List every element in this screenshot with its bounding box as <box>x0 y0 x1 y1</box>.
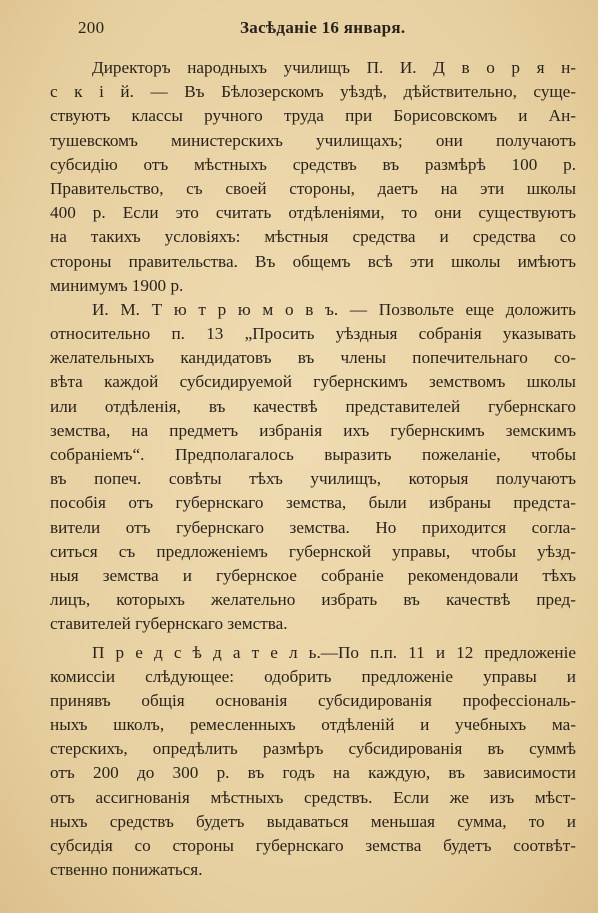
text-line: лицъ, которыхъ желательно избрать въ качествѣ пред- <box>50 590 576 610</box>
text-line: или отдѣленія, въ качествѣ представителей губернскаго <box>50 396 576 416</box>
text-line: ставителей губернскаго земства. <box>50 614 288 634</box>
text-line: 400 р. Если это считать отдѣленіями, то они существуютъ <box>50 203 576 223</box>
text-line: принявъ общія основанія субсидированія профессіональ- <box>50 690 576 710</box>
text-line: ситься съ предложеніемъ губернской управы, чтобы уѣзд- <box>50 541 576 561</box>
text-line: земства, на предметъ избранія ихъ губернскимъ земскимъ <box>50 420 576 440</box>
text-line: вѣта каждой субсидируемой губернскимъ земствомъ школы <box>50 372 576 392</box>
text-line: комиссіи слѣдующее: одобрить предложеніе управы и <box>50 666 576 686</box>
text-line: минимумъ 1900 р. <box>50 275 184 295</box>
text-line: субсидію отъ мѣстныхъ средствъ въ размѣрѣ 100 р. <box>50 154 576 174</box>
paragraph-1 <box>50 56 576 298</box>
text-line: ныя земства и губернское собраніе рекомендовали тѣхъ <box>50 565 576 585</box>
text-line: на такихъ условіяхъ: мѣстныя средства и средства со <box>50 227 576 247</box>
text-line: стерскихъ, опредѣлить размѣръ субсидированія въ суммѣ <box>50 739 576 759</box>
text-line: ныхъ средствъ будетъ выдаваться меньшая сумма, то и <box>50 811 576 831</box>
text-line: желательныхъ кандидатовъ въ члены попечительнаго со- <box>50 348 576 368</box>
paragraph-2 <box>50 298 576 637</box>
text-line: П р е д с ѣ д а т е л ь.—По п.п. 11 и 12 предложеніе <box>92 642 576 662</box>
running-head <box>78 16 558 42</box>
text-line: стороны правительства. Въ общемъ всѣ эти школы имѣютъ <box>50 251 576 271</box>
text-line: пособія отъ губернскаго земства, были избраны предста- <box>50 493 576 513</box>
text-line: относительно п. 13 „Просить уѣздныя собранія указывать <box>50 324 576 344</box>
page-number: 200 <box>78 18 105 37</box>
text-line: вители отъ губернскаго земства. Но приходится согла- <box>50 517 576 537</box>
text-line: субсидія со стороны губернскаго земства будетъ соотвѣт- <box>50 836 576 855</box>
body-text <box>50 56 576 882</box>
text-line: с к і й. — Въ Бѣлозерскомъ уѣздѣ, дѣйствительно, суще- <box>50 82 576 102</box>
paragraph-3 <box>50 641 576 883</box>
text-line: въ попеч. совѣты тѣхъ училищъ, которыя получаютъ <box>50 469 576 489</box>
running-title: Засѣданіе 16 января. <box>240 18 406 37</box>
text-line: ствуютъ классы ручного труда при Борисовскомъ и Ан- <box>50 106 576 126</box>
text-line: Директоръ народныхъ училищъ П. И. Д в о р я н- <box>92 58 576 77</box>
text-line: собраніемъ“. Предполагалось выразить пожеланіе, чтобы <box>50 445 576 464</box>
text-line: отъ ассигнованія мѣстныхъ средствъ. Если же изъ мѣст- <box>50 787 576 807</box>
text-line: ныхъ школъ, ремесленныхъ отдѣленій и учебныхъ ма- <box>50 715 576 735</box>
text-line: тушевскомъ министерскихъ училищахъ; они получаютъ <box>50 130 576 150</box>
text-line: Правительство, съ своей стороны, даетъ на эти школы <box>50 178 576 198</box>
text-line: ственно понижаться. <box>50 860 203 880</box>
text-line: И. М. Т ю т р ю м о в ъ. — Позвольте еще доложить <box>92 299 576 319</box>
text-line: отъ 200 до 300 р. въ годъ на каждую, въ зависимости <box>50 763 576 783</box>
